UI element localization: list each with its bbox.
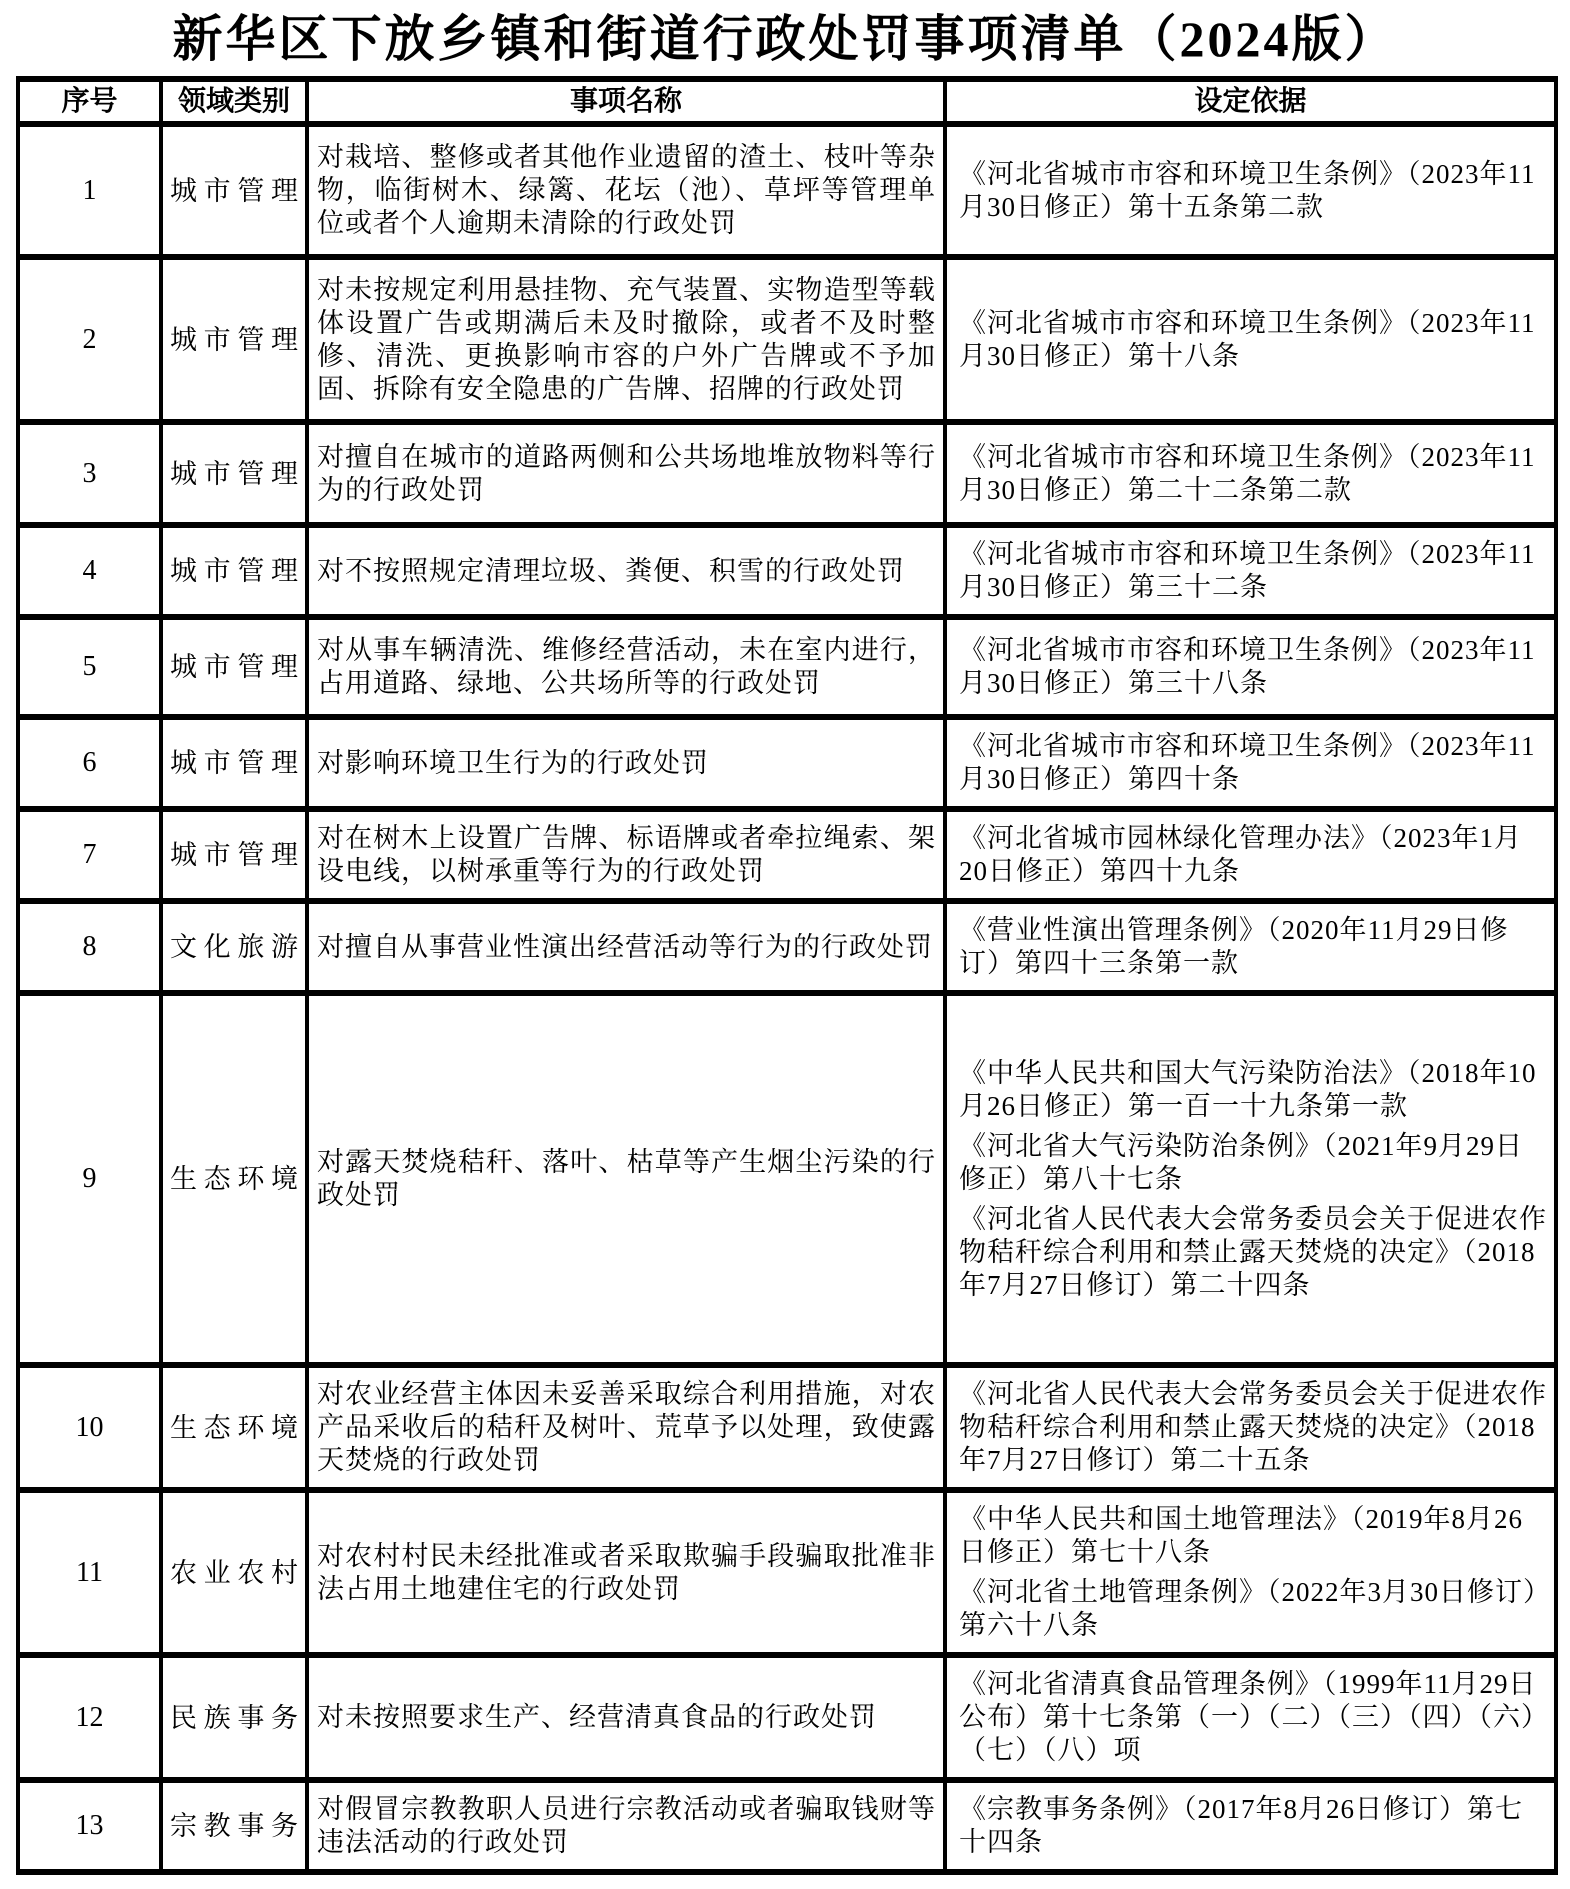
cell-category: 城市管理 [161, 617, 307, 717]
cell-item-name: 对栽培、整修或者其他作业遗留的渣土、枝叶等杂物，临街树木、绿篱、花坛（池）、草坪等管理单位或者个人逾期未清除的行政处罚 [307, 124, 945, 257]
cell-category: 生态环境 [161, 1365, 307, 1490]
cell-item-name: 对假冒宗教教职人员进行宗教活动或者骗取钱财等违法活动的行政处罚 [307, 1780, 945, 1872]
table-row [18, 1780, 1556, 1872]
cell-item-name: 对农业经营主体因未妥善采取综合利用措施，对农产品采收后的秸秆及树叶、荒草予以处理，致使露天焚烧的行政处罚 [307, 1365, 945, 1490]
table-row [18, 422, 1556, 525]
cell-item-name: 对未按规定利用悬挂物、充气装置、实物造型等载体设置广告或期满后未及时撤除，或者不及时整修、清洗、更换影响市容的户外广告牌或不予加固、拆除有安全隐患的广告牌、招牌的行政处罚 [307, 257, 945, 422]
column-header-item-name: 事项名称 [307, 79, 945, 124]
cell-category: 宗教事务 [161, 1780, 307, 1872]
cell-serial-number: 12 [18, 1655, 161, 1780]
column-header-category: 领域类别 [161, 79, 307, 124]
cell-legal-basis [945, 422, 1556, 525]
legal-basis-text: 《河北省城市市容和环境卫生条例》（2023年11月30日修正）第三十八条 [959, 635, 1536, 698]
cell-legal-basis [945, 717, 1556, 809]
cell-category: 文化旅游 [161, 901, 307, 993]
table-row [18, 809, 1556, 901]
table-row [18, 993, 1556, 1365]
header-row [18, 79, 1556, 124]
cell-serial-number: 6 [18, 717, 161, 809]
cell-serial-number: 1 [18, 124, 161, 257]
legal-basis-text: 《河北省人民代表大会常务委员会关于促进农作物秸秆综合利用和禁止露天焚烧的决定》（2018年7月27日修订）第二十四条 [959, 1203, 1547, 1300]
cell-item-name: 对影响环境卫生行为的行政处罚 [307, 717, 945, 809]
column-header-basis: 设定依据 [945, 79, 1556, 124]
legal-basis-text: 《河北省城市市容和环境卫生条例》（2023年11月30日修正）第三十二条 [959, 539, 1536, 602]
table-row [18, 901, 1556, 993]
legal-basis-text: 《营业性演出管理条例》（2020年11月29日修订）第四十三条第一款 [959, 915, 1509, 978]
legal-basis-text: 《河北省城市市容和环境卫生条例》（2023年11月30日修正）第十八条 [959, 307, 1536, 371]
cell-item-name: 对农村村民未经批准或者采取欺骗手段骗取批准非法占用土地建住宅的行政处罚 [307, 1490, 945, 1655]
cell-serial-number: 8 [18, 901, 161, 993]
cell-item-name: 对未按照要求生产、经营清真食品的行政处罚 [307, 1655, 945, 1780]
cell-category: 民族事务 [161, 1655, 307, 1780]
penalty-items-table [16, 76, 1558, 1875]
cell-category: 城市管理 [161, 809, 307, 901]
legal-basis-text: 《中华人民共和国大气污染防治法》（2018年10月26日修正）第一百一十九条第一款 [959, 1057, 1537, 1121]
cell-category: 城市管理 [161, 717, 307, 809]
legal-basis-text: 《河北省清真食品管理条例》（1999年11月29日公布）第十七条第（一）（二）（三）（四）（六）（七）（八）项 [959, 1669, 1537, 1765]
table-row [18, 1490, 1556, 1655]
cell-item-name: 对露天焚烧秸秆、落叶、枯草等产生烟尘污染的行政处罚 [307, 993, 945, 1365]
cell-serial-number: 5 [18, 617, 161, 717]
legal-basis-text: 《中华人民共和国土地管理法》（2019年8月26日修正）第七十八条 [959, 1504, 1523, 1567]
table-row [18, 124, 1556, 257]
cell-category: 城市管理 [161, 124, 307, 257]
table-row [18, 525, 1556, 617]
cell-category: 农业农村 [161, 1490, 307, 1655]
table-row [18, 617, 1556, 717]
cell-legal-basis [945, 809, 1556, 901]
cell-legal-basis [945, 993, 1556, 1365]
cell-legal-basis [945, 124, 1556, 257]
cell-category: 生态环境 [161, 993, 307, 1365]
column-header-serial: 序号 [18, 79, 161, 124]
table-row [18, 257, 1556, 422]
cell-serial-number: 3 [18, 422, 161, 525]
cell-serial-number: 7 [18, 809, 161, 901]
cell-legal-basis [945, 617, 1556, 717]
cell-serial-number: 9 [18, 993, 161, 1365]
cell-item-name: 对擅自在城市的道路两侧和公共场地堆放物料等行为的行政处罚 [307, 422, 945, 525]
cell-serial-number: 10 [18, 1365, 161, 1490]
page-title: 新华区下放乡镇和街道行政处罚事项清单（2024版） [172, 11, 1398, 67]
legal-basis-text: 《河北省城市市容和环境卫生条例》（2023年11月30日修正）第二十二条第二款 [959, 441, 1536, 505]
legal-basis-text: 《河北省城市市容和环境卫生条例》（2023年11月30日修正）第四十条 [959, 731, 1536, 794]
cell-serial-number: 11 [18, 1490, 161, 1655]
cell-item-name: 对不按照规定清理垃圾、粪便、积雪的行政处罚 [307, 525, 945, 617]
cell-legal-basis [945, 525, 1556, 617]
table-row [18, 1365, 1556, 1490]
cell-category: 城市管理 [161, 525, 307, 617]
cell-category: 城市管理 [161, 422, 307, 525]
cell-legal-basis [945, 901, 1556, 993]
cell-serial-number: 4 [18, 525, 161, 617]
cell-item-name: 对擅自从事营业性演出经营活动等行为的行政处罚 [307, 901, 945, 993]
legal-basis-text: 《河北省大气污染防治条例》（2021年9月29日修正）第八十七条 [959, 1130, 1523, 1194]
cell-item-name: 对从事车辆清洗、维修经营活动，未在室内进行，占用道路、绿地、公共场所等的行政处罚 [307, 617, 945, 717]
cell-legal-basis [945, 257, 1556, 422]
cell-serial-number: 2 [18, 257, 161, 422]
cell-legal-basis [945, 1780, 1556, 1872]
cell-legal-basis [945, 1490, 1556, 1655]
cell-category: 城市管理 [161, 257, 307, 422]
cell-legal-basis [945, 1365, 1556, 1490]
legal-basis-text: 《河北省城市市容和环境卫生条例》（2023年11月30日修正）第十五条第二款 [959, 158, 1536, 222]
cell-legal-basis [945, 1655, 1556, 1780]
cell-serial-number: 13 [18, 1780, 161, 1872]
legal-basis-text: 《河北省人民代表大会常务委员会关于促进农作物秸秆综合利用和禁止露天焚烧的决定》（2018年7月27日修订）第二十五条 [959, 1379, 1547, 1475]
cell-item-name: 对在树木上设置广告牌、标语牌或者牵拉绳索、架设电线，以树承重等行为的行政处罚 [307, 809, 945, 901]
table-row [18, 717, 1556, 809]
legal-basis-text: 《河北省城市园林绿化管理办法》（2023年1月20日修正）第四十九条 [959, 823, 1522, 886]
legal-basis-text: 《河北省土地管理条例》（2022年3月30日修订）第六十八条 [959, 1577, 1538, 1640]
legal-basis-text: 《宗教事务条例》（2017年8月26日修订）第七十四条 [959, 1794, 1523, 1857]
table-row [18, 1655, 1556, 1780]
